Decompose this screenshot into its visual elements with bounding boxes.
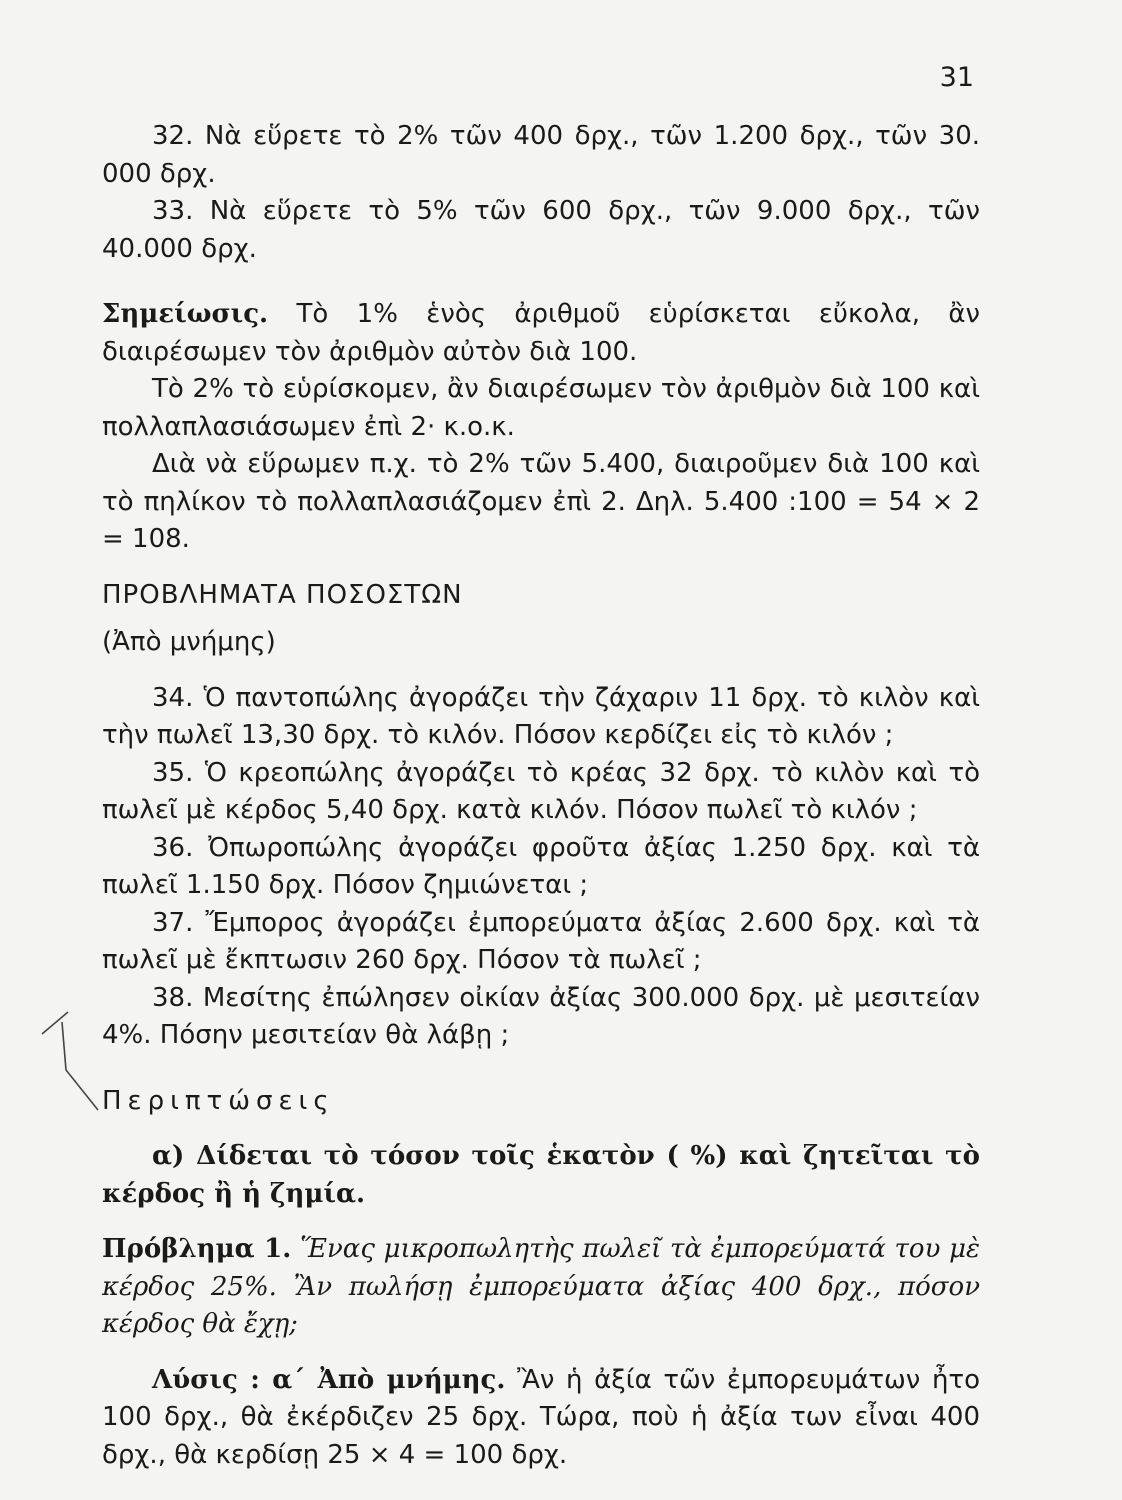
problem-36: 36. Ὀπωροπώλης ἀγοράζει φροῦτα ἀξίας 1.250 δρχ. καὶ τὰ πωλεῖ 1.150 δρχ. Πόσον ζημιώνεται ; <box>102 832 980 900</box>
page-number: 31 <box>939 62 974 93</box>
problem-1 <box>102 1231 980 1344</box>
case-a-heading: α) Δίδεται τὸ τόσον τοῖς ἑκατὸν ( %) καὶ ζητεῖται τὸ κέρδος ἢ ἡ ζημία. <box>102 1141 980 1209</box>
problem-33: 33. Νὰ εὕρετε τὸ 5% τῶν 600 δρχ., τῶν 9.000 δρχ., τῶν 40.000 δρχ. <box>102 196 980 264</box>
cases-title: Περιπτώσεις <box>102 1085 335 1116</box>
note-paragraph-1: Σημείωσις. Τὸ 1% ἑνὸς ἀριθμοῦ εὑρίσκεται εὔκολα, ἂν διαιρέσωμεν τὸν ἀριθμὸν αὐτὸν διὰ 100. <box>102 299 981 367</box>
section-subtitle: (Ἀπὸ μνήμης) <box>102 627 276 657</box>
pencil-mark <box>40 1010 110 1120</box>
solution <box>102 1362 980 1475</box>
solution-label: Λύσις : α΄ Ἀπὸ μνήμης. <box>152 1364 506 1395</box>
note-paragraph-2: Τὸ 2% τὸ εὑρίσκομεν, ἂν διαιρέσωμεν τὸν ἀριθμὸν διὰ 100 καὶ πολλαπλασιάσωμεν ἐπὶ 2· κ.ο.κ. <box>102 374 980 442</box>
note-label: Σημείωσις. <box>102 299 269 329</box>
problem-38: 38. Μεσίτης ἐπώλησεν οἰκίαν ἀξίας 300.000 δρχ. μὲ μεσιτείαν 4%. Πόσην μεσιτείαν θὰ λάβῃ ; <box>102 982 981 1050</box>
section-title: ΠΡΟΒΛΗΜΑΤΑ ΠΟΣΟΣΤΩΝ <box>102 579 463 610</box>
problem-1-label: Πρόβλημα 1. <box>102 1234 292 1264</box>
page-body <box>102 118 980 1474</box>
problem-1-text: Ἕνας μικροπωλητὴς πωλεῖ τὰ ἐμπορεύματά του μὲ κέρδος 25%. Ἂν πωλήσῃ ἐμπορεύματα ἀξίας 400 δρχ., πόσον κέρδος θὰ ἔχῃ; <box>102 1234 980 1339</box>
problem-32: 32. Νὰ εὕρετε τὸ 2% τῶν 400 δρχ., τῶν 1.200 δρχ., τῶν 30. 000 δρχ. <box>102 121 981 189</box>
note-paragraph-3: Διὰ νὰ εὕρωμεν π.χ. τὸ 2% τῶν 5.400, διαιροῦμεν διὰ 100 καὶ τὸ πηλίκον τὸ πολλαπλασιάζομεν ἐπὶ 2. Δηλ. 5.400 :100 = 54 × 2 = 108. <box>102 449 980 554</box>
solution-text: Ἂν ἡ ἀξία τῶν ἐμπορευμάτων ἦτο 100 δρχ., θὰ ἐκέρδιζεν 25 δρχ. Τώρα, ποὺ ἡ ἀξία των εἶναι 400 δρχ., θὰ κερδίσῃ 25 × 4 = 100 δρχ. <box>102 1364 980 1470</box>
problem-37: 37. Ἔμπορος ἀγοράζει ἐμπορεύματα ἀξίας 2.600 δρχ. καὶ τὰ πωλεῖ μὲ ἔκπτωσιν 260 δρχ. Πόσον τὰ πωλεῖ ; <box>102 907 981 975</box>
problem-35: 35. Ὁ κρεοπώλης ἀγοράζει τὸ κρέας 32 δρχ. τὸ κιλὸν καὶ τὸ πωλεῖ μὲ κέρδος 5,40 δρχ. κατὰ κιλόν. Πόσον πωλεῖ τὸ κιλόν ; <box>102 757 981 825</box>
problem-34: 34. Ὁ παντοπώλης ἀγοράζει τὴν ζάχαριν 11 δρχ. τὸ κιλὸν καὶ τὴν πωλεῖ 13,30 δρχ. τὸ κιλόν. Πόσον κερδίζει εἰς τὸ κιλόν ; <box>102 682 981 750</box>
